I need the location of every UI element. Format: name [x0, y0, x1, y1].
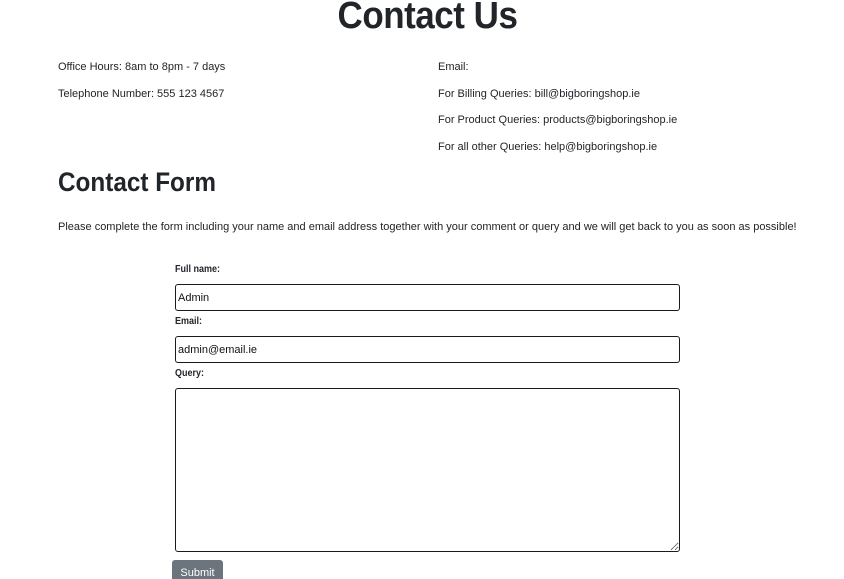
- contact-info-left: [58, 60, 225, 113]
- email-label: Email:: [175, 316, 203, 327]
- product-queries-text: For Product Queries: products@bigboringshop.ie: [438, 114, 678, 127]
- contact-form: [175, 263, 681, 552]
- page-title: Contact Us: [337, 0, 518, 37]
- full-name-label: Full name:: [175, 264, 221, 275]
- form-intro-text: Please complete the form including your name and email address together with your comment or query and we will get back to you as soon as possible!: [58, 221, 797, 233]
- query-label: Query:: [175, 368, 205, 379]
- contact-info-right: [438, 60, 677, 167]
- billing-queries-text: For Billing Queries: bill@bigboringshop.ie: [438, 87, 640, 100]
- email-heading-text: Email:: [438, 61, 469, 73]
- telephone-text: Telephone Number: 555 123 4567: [58, 87, 225, 100]
- query-textarea[interactable]: [175, 388, 680, 552]
- office-hours-text: Office Hours: 8am to 8pm - 7 days: [58, 61, 226, 73]
- contact-form-title: Contact Form: [58, 167, 216, 197]
- submit-button[interactable]: Submit: [172, 560, 223, 579]
- full-name-input[interactable]: [175, 284, 680, 311]
- email-input[interactable]: [175, 336, 680, 363]
- other-queries-text: For all other Queries: help@bigboringshop.ie: [438, 141, 658, 154]
